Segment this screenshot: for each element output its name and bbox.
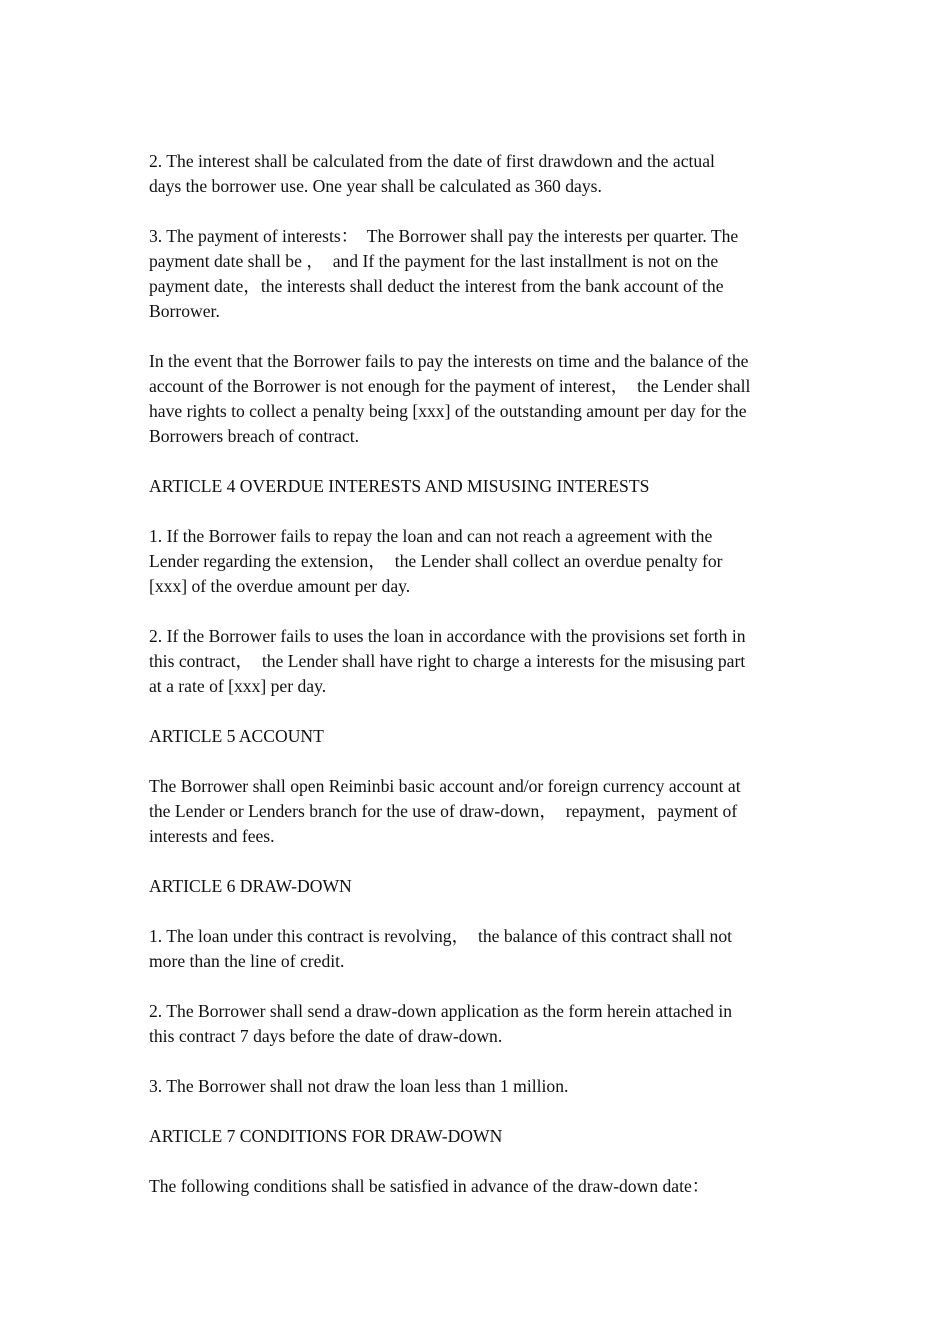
text-line: payment date shall be ， and If the payment for the last installment is not on the bbox=[149, 251, 719, 271]
text-line: more than the line of credit. bbox=[149, 951, 345, 971]
text-line: 1. If the Borrower fails to repay the loan and can not reach a agreement with the bbox=[149, 526, 713, 546]
article-heading: ARTICLE 5 ACCOUNT bbox=[149, 726, 324, 746]
paragraph-interest-calculation bbox=[149, 149, 809, 199]
paragraph-revolving-loan bbox=[149, 924, 809, 974]
text-line: account of the Borrower is not enough for the payment of interest， the Lender shall bbox=[149, 376, 751, 396]
text-line: The Borrower shall open Reiminbi basic account and/or foreign currency account at bbox=[149, 776, 741, 796]
text-line: 2. The Borrower shall send a draw-down application as the form herein attached in bbox=[149, 1001, 733, 1021]
text-line: 1. The loan under this contract is revolving， the balance of this contract shall not bbox=[149, 926, 733, 946]
text-line: have rights to collect a penalty being [xxx] of the outstanding amount per day for the bbox=[149, 401, 747, 421]
paragraph-misusing-interest bbox=[149, 624, 809, 699]
text-line: [xxx] of the overdue amount per day. bbox=[149, 576, 411, 596]
paragraph-conditions-intro bbox=[149, 1174, 809, 1199]
text-line: 2. If the Borrower fails to uses the loan in accordance with the provisions set forth in bbox=[149, 626, 746, 646]
paragraph-overdue-penalty bbox=[149, 524, 809, 599]
text-line: at a rate of [xxx] per day. bbox=[149, 676, 327, 696]
document-body bbox=[149, 149, 809, 1224]
text-line: Borrowers breach of contract. bbox=[149, 426, 360, 446]
paragraph-account bbox=[149, 774, 809, 849]
paragraph-penalty bbox=[149, 349, 809, 449]
paragraph-draw-down-application bbox=[149, 999, 809, 1049]
heading-article-4 bbox=[149, 474, 809, 499]
text-line: 3. The payment of interests： The Borrower shall pay the interests per quarter. The bbox=[149, 226, 739, 246]
text-line: In the event that the Borrower fails to pay the interests on time and the balance of the bbox=[149, 351, 749, 371]
text-line: Lender regarding the extension， the Lender shall collect an overdue penalty for bbox=[149, 551, 723, 571]
text-line: Borrower. bbox=[149, 301, 220, 321]
article-heading: ARTICLE 6 DRAW-DOWN bbox=[149, 876, 352, 896]
text-line: 3. The Borrower shall not draw the loan less than 1 million. bbox=[149, 1076, 569, 1096]
article-heading: ARTICLE 7 CONDITIONS FOR DRAW-DOWN bbox=[149, 1126, 503, 1146]
article-heading: ARTICLE 4 OVERDUE INTERESTS AND MISUSING INTERESTS bbox=[149, 476, 650, 496]
heading-article-5 bbox=[149, 724, 809, 749]
paragraph-minimum-draw bbox=[149, 1074, 809, 1099]
heading-article-7 bbox=[149, 1124, 809, 1149]
heading-article-6 bbox=[149, 874, 809, 899]
paragraph-payment-of-interests bbox=[149, 224, 809, 324]
text-line: payment date，the interests shall deduct the interest from the bank account of the bbox=[149, 276, 724, 296]
text-line: the Lender or Lenders branch for the use of draw-down， repayment，payment of bbox=[149, 801, 738, 821]
text-line: interests and fees. bbox=[149, 826, 275, 846]
text-line: The following conditions shall be satisfied in advance of the draw-down date： bbox=[149, 1176, 710, 1196]
text-line: 2. The interest shall be calculated from the date of first drawdown and the actual bbox=[149, 151, 715, 171]
text-line: this contract 7 days before the date of draw-down. bbox=[149, 1026, 503, 1046]
text-line: days the borrower use. One year shall be calculated as 360 days. bbox=[149, 176, 602, 196]
text-line: this contract， the Lender shall have right to charge a interests for the misusing part bbox=[149, 651, 746, 671]
